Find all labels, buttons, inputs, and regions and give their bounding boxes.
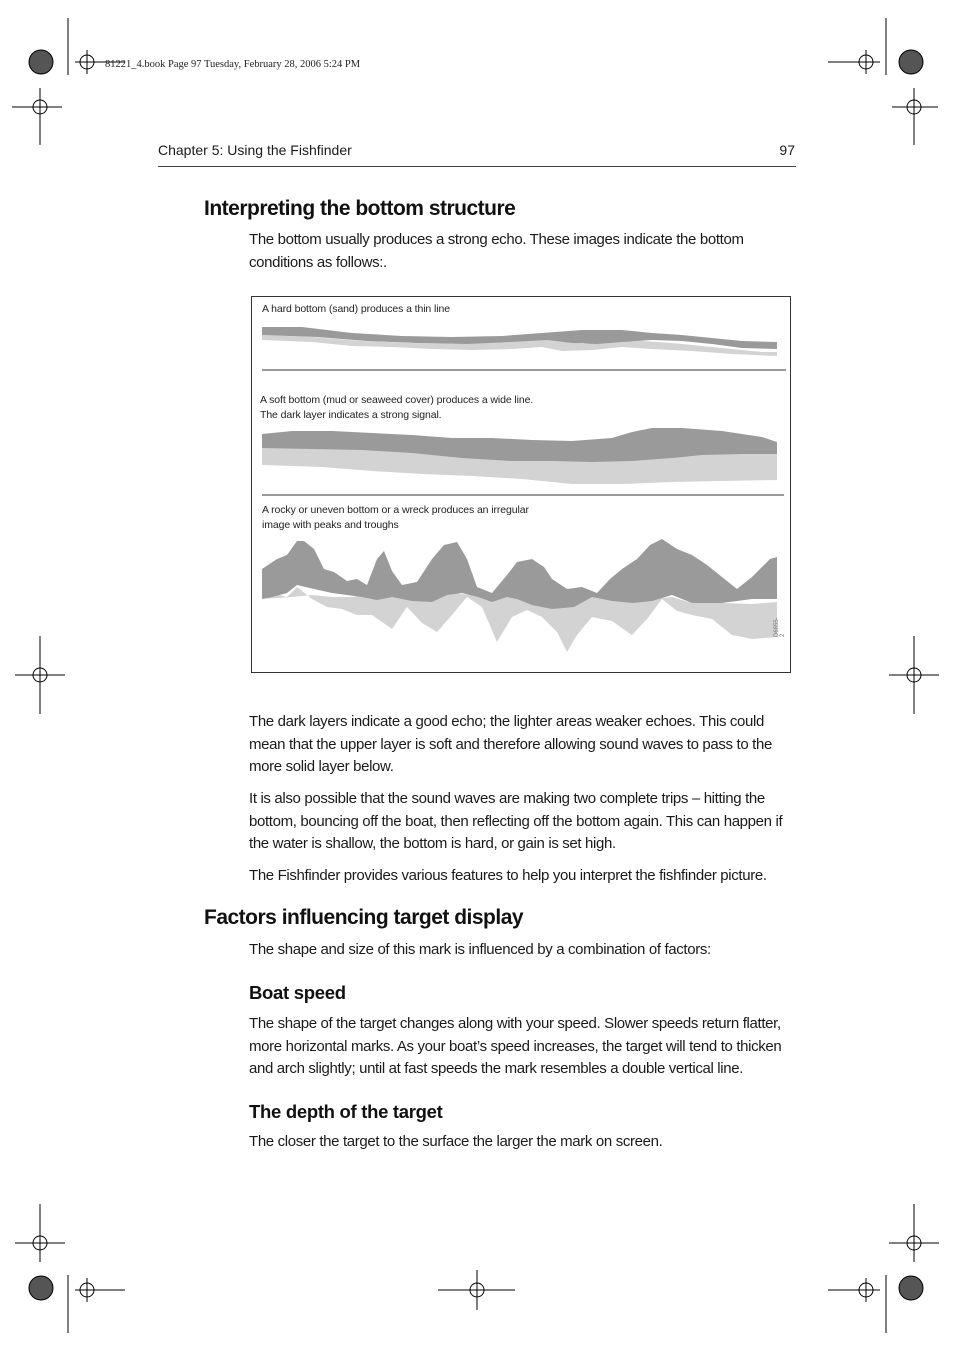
echo-illustration [252,297,792,674]
figure-id: D6855-2 [774,617,786,637]
header-rule [158,166,796,167]
paragraph-two-trips: It is also possible that the sound waves are making two complete trips – hitting the bottom, bouncing off the boat, then reflecting off the bottom again. This can happen if the water is shallow, the bottom is hard, or gain is set high. [249,790,783,852]
running-head: Chapter 5: Using the Fishfinder [158,142,352,158]
section-intro: The bottom usually produces a strong echo. These images indicate the bottom conditions as follows:. [249,231,744,271]
rocky-bottom-caption-line1: A rocky or uneven bottom or a wreck produces an irregular [262,504,529,516]
boat-speed-text: The shape of the target changes along with your speed. Slower speeds return flatter, more horizontal marks. As your boat’s speed increases, the target will tend to thicken and arch slightly; until at fast speeds the mark resembles a double vertical line. [249,1015,782,1077]
rocky-bottom-caption-line2: image with peaks and troughs [262,519,399,531]
hard-bottom-caption: A hard bottom (sand) produces a thin line [262,303,450,315]
factors-intro: The shape and size of this mark is influenced by a combination of factors: [249,941,711,958]
print-slug: 81221_4.book Page 97 Tuesday, February 28, 2006 5:24 PM [105,59,361,70]
subsection-title-boat-speed: Boat speed [249,982,346,1003]
bottom-structure-figure [251,296,791,673]
section-title-bottom-structure: Interpreting the bottom structure [204,197,516,220]
paragraph-features: The Fishfinder provides various features to help you interpret the fishfinder picture. [249,867,767,884]
paragraph-dark-layers: The dark layers indicate a good echo; the lighter areas weaker echoes. This could mean that the upper layer is soft and therefore allowing sound waves to pass to the more solid layer below. [249,713,772,775]
subsection-title-target-depth: The depth of the target [249,1101,443,1122]
soft-bottom-caption-line2: The dark layer indicates a strong signal. [260,409,442,421]
target-depth-text: The closer the target to the surface the larger the mark on screen. [249,1133,663,1150]
section-title-factors: Factors influencing target display [204,906,524,929]
soft-bottom-caption-line1: A soft bottom (mud or seaweed cover) produces a wide line. [260,394,534,406]
page-number: 97 [779,142,795,158]
